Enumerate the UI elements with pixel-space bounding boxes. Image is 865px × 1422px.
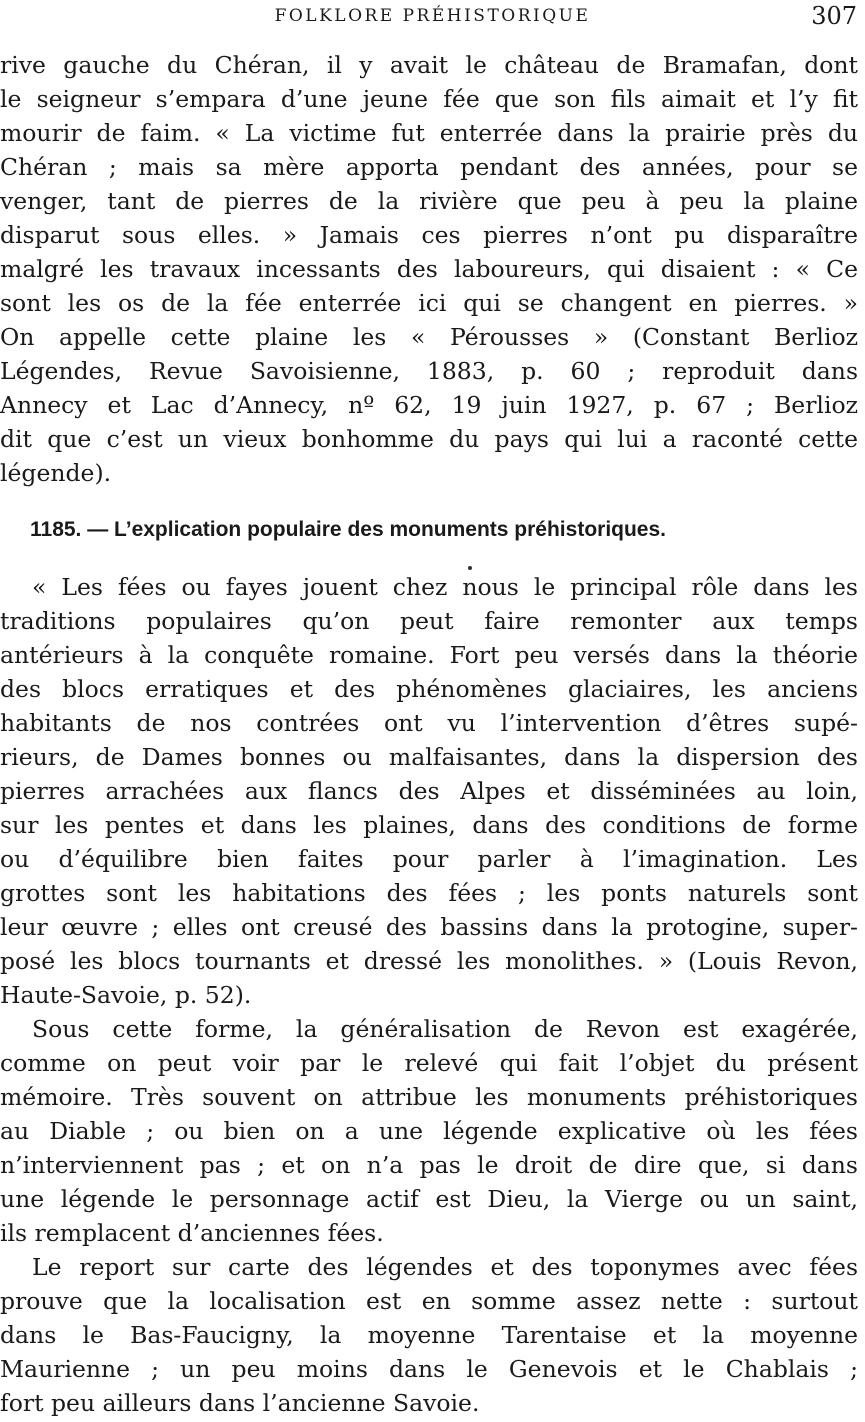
text-line: une légende le personnage actif est Dieu, la Vierge ou un saint,	[0, 1185, 858, 1213]
text-line: mémoire. Très souvent on attribue les monuments préhistoriques	[0, 1083, 858, 1111]
text-line: n’interviennent pas ; et on n’a pas le droit de dire que, si dans	[0, 1151, 858, 1179]
text-line: « Les fées ou fayes jouent chez nous le principal rôle dans les	[32, 573, 858, 601]
running-head	[0, 4, 865, 30]
text-line: leur œuvre ; elles ont creusé des bassins dans la protogine, super-	[0, 913, 858, 941]
text-line: On appelle cette plaine les « Pérousses » (Constant Berlioz	[0, 323, 858, 351]
text-line: sont les os de la fée enterrée ici qui se changent en pierres. »	[0, 289, 858, 317]
text-line: malgré les travaux incessants des laboureurs, qui disaient : « Ce	[0, 255, 858, 283]
text-line: dit que c’est un vieux bonhomme du pays qui lui a raconté cette	[0, 425, 858, 453]
paragraph-1	[0, 48, 858, 490]
text-line: posé les blocs tournants et dressé les monolithes. » (Louis Revon,	[0, 947, 858, 975]
text-line: Annecy et Lac d’Annecy, nº 62, 19 juin 1927, p. 67 ; Berlioz	[0, 391, 858, 419]
text-line: comme on peut voir par le relevé qui fait l’objet du présent	[0, 1049, 858, 1077]
text-line: le seigneur s’empara d’une jeune fée que son fils aimait et l’y fit	[0, 85, 858, 113]
text-line: disparut sous elles. » Jamais ces pierres n’ont pu disparaître	[0, 221, 858, 249]
spacer	[0, 547, 858, 570]
text-line: grottes sont les habitations des fées ; les ponts naturels sont	[0, 879, 858, 907]
text-line: sur les pentes et dans les plaines, dans des conditions de forme	[0, 811, 858, 839]
page-number: 307	[811, 2, 857, 30]
text-line: Sous cette forme, la généralisation de Revon est exagérée,	[32, 1015, 858, 1043]
ink-dot	[468, 566, 472, 570]
text-line: traditions populaires qu’on peut faire remonter aux temps	[0, 607, 858, 635]
text-line: des blocs erratiques et des phénomènes glaciaires, les anciens	[0, 675, 858, 703]
text-line: rieurs, de Dames bonnes ou malfaisantes, dans la dispersion des	[0, 743, 858, 771]
text-line: rive gauche du Chéran, il y avait le château de Bramafan, dont	[0, 51, 858, 79]
text-line: ou d’équilibre bien faites pour parler à l’imagination. Les	[0, 845, 858, 873]
section-heading: 1185. — L’explication populaire des monuments préhistoriques.	[30, 518, 666, 541]
text-line: prouve que la localisation est en somme assez nette : surtout	[0, 1287, 858, 1315]
text-line: dans le Bas-Faucigny, la moyenne Tarentaise et la moyenne	[0, 1321, 858, 1349]
text-line: Chéran ; mais sa mère apporta pendant des années, pour se	[0, 153, 858, 181]
body-text	[0, 48, 858, 1420]
text-line: Légendes, Revue Savoisienne, 1883, p. 60 ; reproduit dans	[0, 357, 858, 385]
text-line: Maurienne ; un peu moins dans le Genevois et le Chablais ;	[0, 1355, 858, 1383]
text-line: légende).	[0, 459, 112, 487]
text-line: mourir de faim. « La victime fut enterrée dans la prairie près du	[0, 119, 858, 147]
text-line: pierres arrachées aux flancs des Alpes et disséminées au loin,	[0, 777, 858, 805]
paragraph-4	[0, 1250, 858, 1420]
text-line: ils remplacent d’anciennes fées.	[0, 1219, 384, 1247]
text-line: venger, tant de pierres de la rivière que peu à peu la plaine	[0, 187, 858, 215]
paragraph-3	[0, 1012, 858, 1250]
text-line: habitants de nos contrées ont vu l’intervention d’êtres supé-	[0, 709, 858, 737]
text-line: au Diable ; ou bien on a une légende explicative où les fées	[0, 1117, 858, 1145]
running-title: FOLKLORE PRÉHISTORIQUE	[274, 6, 591, 26]
text-line: fort peu ailleurs dans l’ancienne Savoie.	[0, 1389, 480, 1417]
spacer	[0, 490, 858, 513]
text-line: antérieurs à la conquête romaine. Fort peu versés dans la théorie	[0, 641, 858, 669]
paragraph-2	[0, 570, 858, 1012]
text-line: Le report sur carte des légendes et des toponymes avec fées	[32, 1253, 858, 1281]
text-line: Haute-Savoie, p. 52).	[0, 981, 252, 1009]
